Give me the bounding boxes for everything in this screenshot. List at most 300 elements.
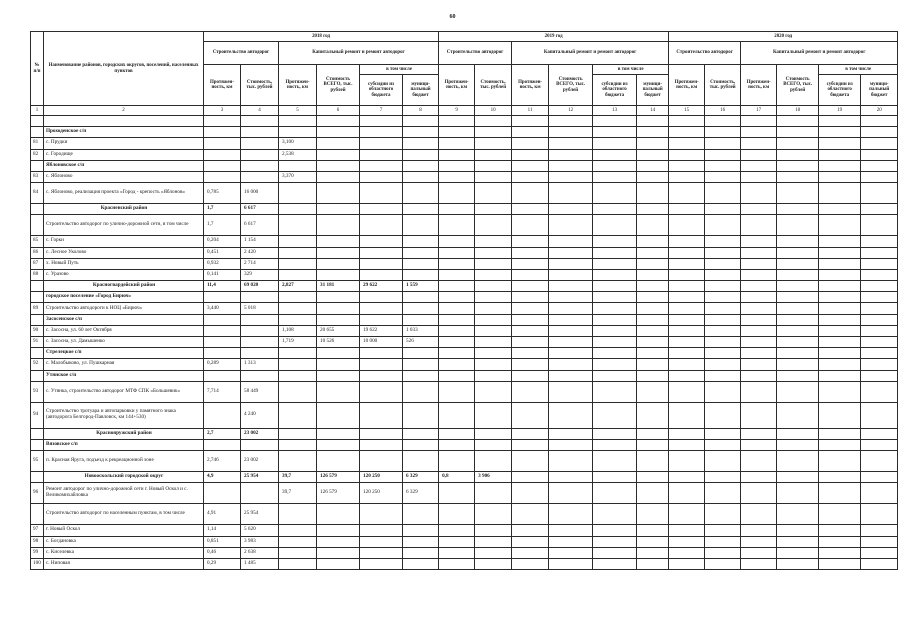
empty-cell <box>549 359 593 370</box>
empty-cell <box>512 236 549 247</box>
empty-cell <box>512 325 549 336</box>
empty-cell <box>637 247 669 258</box>
length-2019 <box>439 439 475 450</box>
empty-cell <box>705 370 741 381</box>
empty-cell <box>741 370 777 381</box>
cost-2018 <box>241 314 279 325</box>
empty-cell <box>819 483 861 504</box>
empty-cell <box>777 536 819 547</box>
empty-cell <box>777 171 819 182</box>
cost-2019 <box>475 292 512 303</box>
table-row <box>31 138 898 149</box>
repair-municipal-2018: 6 329 <box>403 472 439 483</box>
cost-2019 <box>475 138 512 149</box>
empty-cell <box>637 325 669 336</box>
length-2018 <box>204 337 241 348</box>
empty-cell <box>705 359 741 370</box>
length-2019 <box>439 402 475 428</box>
header-repair-2019: Капитальный ремонт и ремонт автодорог <box>512 42 669 65</box>
empty-cell <box>669 483 705 504</box>
empty-cell <box>593 258 637 269</box>
repair-length-2018 <box>279 402 317 428</box>
table-row <box>31 451 898 472</box>
cost-2019 <box>475 381 512 402</box>
cost-2018: 329 <box>241 269 279 280</box>
repair-total-2018 <box>317 504 360 525</box>
empty-cell <box>637 381 669 402</box>
empty-cell <box>593 215 637 236</box>
repair-total-2018 <box>317 236 360 247</box>
repair-length-2018: 2,827 <box>279 281 317 292</box>
empty-cell <box>705 325 741 336</box>
empty-cell <box>819 171 861 182</box>
empty-cell <box>819 370 861 381</box>
row-name: с. Городище <box>44 149 204 160</box>
cost-2018: 1 485 <box>241 558 279 569</box>
empty-cell <box>705 258 741 269</box>
header-year-2019: 2019 год <box>439 32 669 42</box>
length-2018: 1,7 <box>204 215 241 236</box>
header-construction-2019: Строительство автодорог <box>439 42 512 65</box>
section-row <box>31 160 898 171</box>
empty-cell <box>819 536 861 547</box>
repair-subsidy-2018 <box>360 547 403 558</box>
column-number: 17 <box>741 106 777 116</box>
repair-municipal-2018 <box>403 138 439 149</box>
empty-cell <box>549 547 593 558</box>
empty-cell <box>669 138 705 149</box>
repair-municipal-2018: 1 033 <box>403 325 439 336</box>
empty-cell <box>777 370 819 381</box>
empty-cell <box>705 138 741 149</box>
empty-cell <box>777 428 819 439</box>
table-row <box>31 536 898 547</box>
length-2019 <box>439 281 475 292</box>
cost-2019 <box>475 483 512 504</box>
row-number: 99 <box>31 547 44 558</box>
empty-cell <box>861 138 898 149</box>
length-2019 <box>439 303 475 314</box>
empty-cell <box>593 236 637 247</box>
empty-cell <box>861 116 898 127</box>
empty-cell <box>593 547 637 558</box>
row-number: 85 <box>31 236 44 247</box>
empty-cell <box>512 292 549 303</box>
cost-2019 <box>475 547 512 558</box>
row-name: с. Прудки <box>44 138 204 149</box>
repair-total-2018: 20 655 <box>317 325 360 336</box>
table-row <box>31 269 898 280</box>
length-2019 <box>439 269 475 280</box>
cost-2018: 2 714 <box>241 258 279 269</box>
length-2019 <box>439 337 475 348</box>
empty-cell <box>593 504 637 525</box>
empty-cell <box>669 451 705 472</box>
length-2019 <box>439 348 475 359</box>
repair-municipal-2018 <box>403 381 439 402</box>
empty-cell <box>705 281 741 292</box>
empty-cell <box>777 204 819 215</box>
empty-cell <box>669 325 705 336</box>
length-2019 <box>439 138 475 149</box>
empty-cell <box>777 281 819 292</box>
empty-cell <box>593 525 637 536</box>
empty-cell <box>669 348 705 359</box>
empty-cell <box>741 337 777 348</box>
repair-municipal-2018 <box>403 215 439 236</box>
table-row <box>31 183 898 204</box>
district-row <box>31 472 898 483</box>
header-length: Протяжен-ность, км <box>512 65 549 106</box>
repair-total-2018: 126 579 <box>317 472 360 483</box>
repair-municipal-2018 <box>403 269 439 280</box>
empty-cell <box>637 472 669 483</box>
empty-cell <box>741 149 777 160</box>
length-2018: 4,9 <box>204 472 241 483</box>
empty-cell <box>819 236 861 247</box>
empty-cell <box>669 247 705 258</box>
empty-cell <box>777 138 819 149</box>
repair-municipal-2018 <box>403 359 439 370</box>
row-number: 97 <box>31 525 44 536</box>
header-including: в том числе <box>360 65 439 75</box>
empty-cell <box>549 160 593 171</box>
table-body <box>31 116 898 570</box>
row-number <box>31 281 44 292</box>
empty-cell <box>637 258 669 269</box>
row-number: 91 <box>31 337 44 348</box>
empty-cell <box>637 402 669 428</box>
empty-cell <box>705 183 741 204</box>
empty-cell <box>669 536 705 547</box>
cost-2018: 2 638 <box>241 547 279 558</box>
repair-municipal-2018: 6 329 <box>403 483 439 504</box>
empty-cell <box>819 504 861 525</box>
row-number <box>31 127 44 138</box>
empty-cell <box>819 547 861 558</box>
empty-cell <box>669 292 705 303</box>
empty-cell <box>861 127 898 138</box>
repair-subsidy-2018 <box>360 381 403 402</box>
length-2018: 0,785 <box>204 183 241 204</box>
empty-cell <box>777 269 819 280</box>
length-2019 <box>439 183 475 204</box>
empty-cell <box>669 370 705 381</box>
table-row <box>31 525 898 536</box>
repair-subsidy-2018 <box>360 183 403 204</box>
empty-cell <box>669 258 705 269</box>
empty-cell <box>549 269 593 280</box>
length-2018 <box>204 149 241 160</box>
empty-cell <box>705 504 741 525</box>
cost-2019 <box>475 215 512 236</box>
header-year-2018: 2018 год <box>204 32 439 42</box>
length-2018 <box>204 348 241 359</box>
repair-municipal-2018 <box>403 558 439 569</box>
empty-cell <box>861 149 898 160</box>
empty-cell <box>593 269 637 280</box>
table-row <box>31 483 898 504</box>
cost-2019 <box>475 325 512 336</box>
empty-cell <box>512 558 549 569</box>
repair-municipal-2018 <box>403 504 439 525</box>
empty-cell <box>777 525 819 536</box>
empty-cell <box>637 451 669 472</box>
empty-cell <box>512 215 549 236</box>
table-row <box>31 171 898 182</box>
column-number: 16 <box>705 106 741 116</box>
empty-cell <box>549 428 593 439</box>
section-row <box>31 439 898 450</box>
empty-cell <box>741 525 777 536</box>
column-number: 15 <box>669 106 705 116</box>
empty-cell <box>741 348 777 359</box>
repair-total-2018 <box>317 525 360 536</box>
repair-subsidy-2018 <box>360 204 403 215</box>
empty-cell <box>593 337 637 348</box>
repair-length-2018 <box>279 183 317 204</box>
section-row <box>31 292 898 303</box>
empty-cell <box>669 558 705 569</box>
repair-total-2018 <box>317 292 360 303</box>
repair-length-2018 <box>279 359 317 370</box>
repair-length-2018: 3,100 <box>279 138 317 149</box>
empty-cell <box>669 547 705 558</box>
row-number <box>31 439 44 450</box>
empty-cell <box>819 116 861 127</box>
road-works-table <box>30 31 898 570</box>
header-total: Стоимость ВСЕГО, тыс. рублей <box>777 65 819 106</box>
empty-cell <box>512 451 549 472</box>
empty-cell <box>549 370 593 381</box>
cost-2018: 6 617 <box>241 215 279 236</box>
cost-2019 <box>475 204 512 215</box>
empty-cell <box>741 558 777 569</box>
empty-cell <box>669 116 705 127</box>
row-name: с. Засосна, ул. 60 лет Октября <box>44 325 204 336</box>
length-2019 <box>439 525 475 536</box>
length-2019 <box>439 215 475 236</box>
repair-subsidy-2018 <box>360 370 403 381</box>
row-name: Яблоновское с/п <box>44 160 204 171</box>
cost-2019 <box>475 236 512 247</box>
empty-cell <box>593 325 637 336</box>
empty-cell <box>637 439 669 450</box>
length-2019 <box>439 258 475 269</box>
empty-cell <box>705 472 741 483</box>
header-length: Протяжен-ность, км <box>669 65 705 106</box>
empty-cell <box>861 451 898 472</box>
section-row <box>31 314 898 325</box>
table-row <box>31 116 898 127</box>
empty-cell <box>741 171 777 182</box>
empty-cell <box>549 247 593 258</box>
repair-total-2018 <box>317 149 360 160</box>
repair-municipal-2018 <box>403 236 439 247</box>
district-row <box>31 204 898 215</box>
empty-cell <box>512 204 549 215</box>
empty-cell <box>512 472 549 483</box>
repair-subsidy-2018 <box>360 149 403 160</box>
empty-cell <box>593 127 637 138</box>
repair-subsidy-2018: 10 000 <box>360 337 403 348</box>
cost-2018: 58 449 <box>241 381 279 402</box>
table-row <box>31 258 898 269</box>
header-length: Протяжен-ность, км <box>279 65 317 106</box>
empty-cell <box>512 428 549 439</box>
cost-2018 <box>241 171 279 182</box>
row-name: Новооскольский городской округ <box>44 472 204 483</box>
empty-cell <box>819 348 861 359</box>
empty-cell <box>861 348 898 359</box>
empty-cell <box>861 258 898 269</box>
repair-length-2018 <box>279 525 317 536</box>
cost-2019 <box>475 183 512 204</box>
length-2019 <box>439 149 475 160</box>
empty-cell <box>819 314 861 325</box>
empty-cell <box>705 269 741 280</box>
empty-cell <box>705 428 741 439</box>
empty-cell <box>705 536 741 547</box>
repair-municipal-2018 <box>403 402 439 428</box>
row-name: Строительство тротуара и автопарковки у памятного знака (автодорога Белгород-Павловск, км 144+530) <box>44 402 204 428</box>
empty-cell <box>777 236 819 247</box>
empty-cell <box>512 547 549 558</box>
repair-total-2018 <box>317 536 360 547</box>
empty-cell <box>777 127 819 138</box>
empty-cell <box>669 149 705 160</box>
cost-2019 <box>475 359 512 370</box>
row-name: Строительство автодороги к НОЦ «Бирюч» <box>44 303 204 314</box>
empty-cell <box>819 160 861 171</box>
repair-municipal-2018 <box>403 348 439 359</box>
header-year-2020: 2020 год <box>669 32 898 42</box>
repair-subsidy-2018 <box>360 314 403 325</box>
cost-2018 <box>241 138 279 149</box>
repair-total-2018 <box>317 314 360 325</box>
empty-cell <box>669 303 705 314</box>
repair-length-2018 <box>279 204 317 215</box>
empty-cell <box>819 451 861 472</box>
empty-cell <box>819 472 861 483</box>
empty-cell <box>669 281 705 292</box>
length-2018 <box>204 314 241 325</box>
empty-cell <box>637 370 669 381</box>
empty-cell <box>549 292 593 303</box>
empty-cell <box>549 258 593 269</box>
repair-municipal-2018 <box>403 428 439 439</box>
header-total: Стоимость ВСЕГО, тыс. рублей <box>317 65 360 106</box>
cost-2018 <box>241 483 279 504</box>
empty-cell <box>777 337 819 348</box>
empty-cell <box>637 183 669 204</box>
empty-cell <box>669 439 705 450</box>
length-2019 <box>439 451 475 472</box>
cost-2019 <box>475 127 512 138</box>
empty-cell <box>593 381 637 402</box>
repair-total-2018 <box>317 138 360 149</box>
repair-subsidy-2018 <box>360 536 403 547</box>
cost-2019 <box>475 504 512 525</box>
repair-total-2018 <box>317 439 360 450</box>
table-row <box>31 337 898 348</box>
empty-cell <box>512 116 549 127</box>
empty-cell <box>861 204 898 215</box>
empty-cell <box>741 258 777 269</box>
length-2018 <box>204 439 241 450</box>
empty-cell <box>669 504 705 525</box>
empty-cell <box>777 325 819 336</box>
empty-cell <box>549 558 593 569</box>
empty-cell <box>819 359 861 370</box>
empty-cell <box>669 269 705 280</box>
cost-2019 <box>475 370 512 381</box>
empty-cell <box>741 428 777 439</box>
empty-cell <box>637 428 669 439</box>
row-number: 84 <box>31 183 44 204</box>
empty-cell <box>593 247 637 258</box>
cost-2018: 1 154 <box>241 236 279 247</box>
empty-cell <box>777 558 819 569</box>
empty-cell <box>861 381 898 402</box>
empty-cell <box>705 215 741 236</box>
empty-cell <box>861 558 898 569</box>
empty-cell <box>637 558 669 569</box>
cost-2019 <box>475 451 512 472</box>
header-cost: Стоимость, тыс. рублей <box>475 65 512 106</box>
length-2019 <box>439 127 475 138</box>
row-name: Красненский район <box>44 204 204 215</box>
length-2018: 2,7 <box>204 428 241 439</box>
empty-cell <box>819 303 861 314</box>
empty-cell <box>741 381 777 402</box>
cost-2018: 25 954 <box>241 472 279 483</box>
empty-cell <box>637 215 669 236</box>
empty-cell <box>637 483 669 504</box>
header-length: Протяжен-ность, км <box>741 65 777 106</box>
repair-municipal-2018 <box>403 303 439 314</box>
cost-2018 <box>241 149 279 160</box>
empty-cell <box>549 348 593 359</box>
district-row <box>31 281 898 292</box>
cost-2019: 3 906 <box>475 472 512 483</box>
cost-2018 <box>241 116 279 127</box>
empty-cell <box>777 303 819 314</box>
empty-cell <box>637 138 669 149</box>
empty-cell <box>819 292 861 303</box>
repair-subsidy-2018: 19 622 <box>360 325 403 336</box>
empty-cell <box>669 359 705 370</box>
section-row <box>31 370 898 381</box>
empty-cell <box>549 236 593 247</box>
repair-total-2018 <box>317 303 360 314</box>
empty-cell <box>705 204 741 215</box>
repair-length-2018: 39,7 <box>279 472 317 483</box>
row-number <box>31 292 44 303</box>
empty-cell <box>593 472 637 483</box>
empty-cell <box>777 247 819 258</box>
empty-cell <box>819 428 861 439</box>
empty-cell <box>637 204 669 215</box>
length-2018 <box>204 292 241 303</box>
row-number: 86 <box>31 247 44 258</box>
empty-cell <box>777 116 819 127</box>
repair-subsidy-2018 <box>360 303 403 314</box>
repair-municipal-2018: 526 <box>403 337 439 348</box>
table-row <box>31 381 898 402</box>
row-name: с. Яблоново, реализация проекта «Город - крепость «Яблонов» <box>44 183 204 204</box>
length-2018 <box>204 483 241 504</box>
